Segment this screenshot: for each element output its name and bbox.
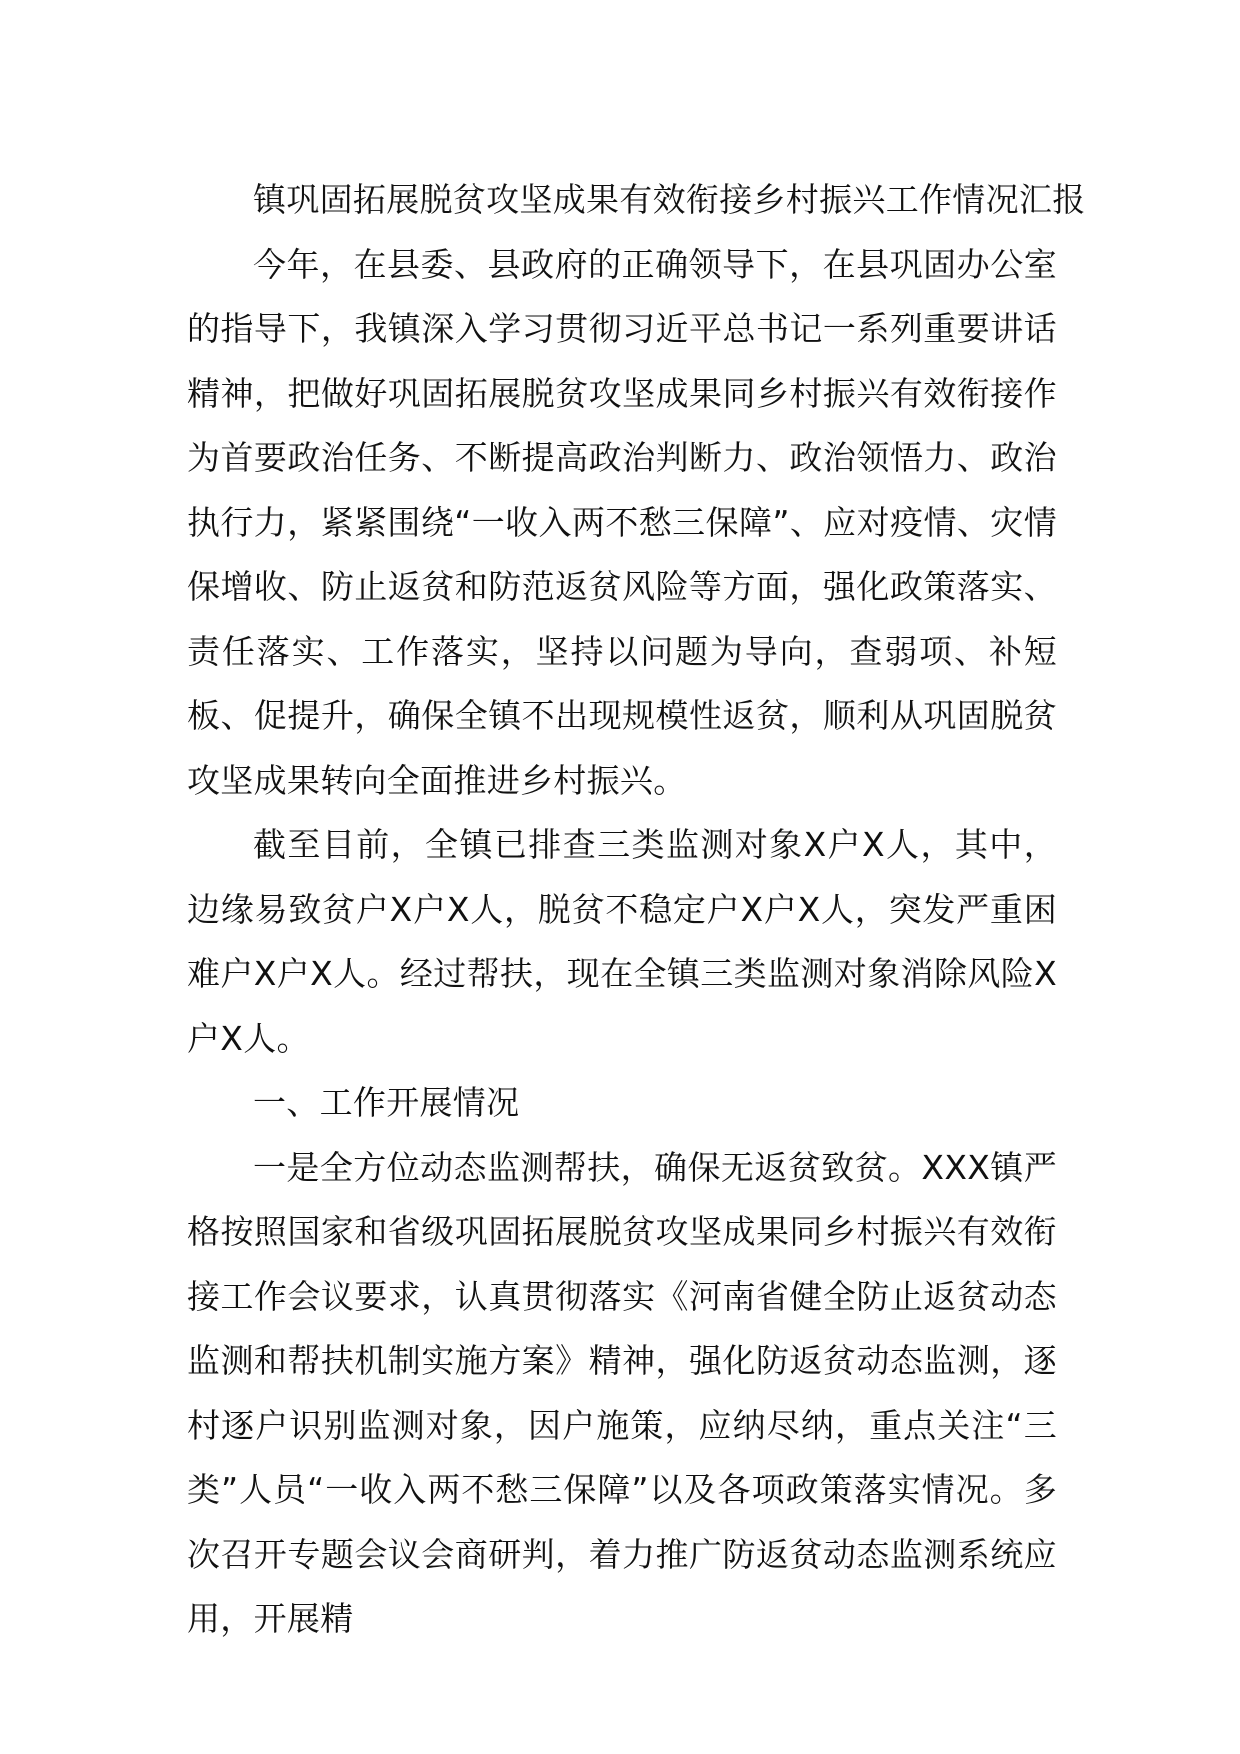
- section-heading: 一、工作开展情况: [253, 1083, 520, 1122]
- statistics-paragraph: 截至目前，全镇已排查三类监测对象X户X人，其中，边缘易致贫户X户X人，脱贫不稳定户X户X人，突发严重困难户X户X人。经过帮扶，现在全镇三类监测对象消除风险X户X人。: [187, 825, 1057, 1058]
- document-title: 镇巩固拓展脱贫攻坚成果有效衔接乡村振兴工作情况汇报: [253, 180, 1086, 219]
- intro-paragraph: 今年，在县委、县政府的正确领导下，在县巩固办公室的指导下，我镇深入学习贯彻习近平总书记一系列重要讲话精神，把做好巩固拓展脱贫攻坚成果同乡村振兴有效衔接作为首要政治任务、不断提高政治判断力、政治领悟力、政治执行力，紧紧围绕“一收入两不愁三保障”、应对疫情、灾情保增收、防止返贫和防范返贫风险等方面，强化政策落实、责任落实、工作落实，坚持以问题为导向，查弱项、补短板、促提升，确保全镇不出现规模性返贫，顺利从巩固脱贫攻坚成果转向全面推进乡村振兴。: [187, 244, 1057, 800]
- document-body: [187, 168, 1086, 1652]
- section-paragraph: 一是全方位动态监测帮扶，确保无返贫致贫。XXX镇严格按照国家和省级巩固拓展脱贫攻坚成果同乡村振兴有效衔接工作会议要求，认真贯彻落实《河南省健全防止返贫动态监测和帮扶机制实施方案》精神，强化防返贫动态监测，逐村逐户识别监测对象，因户施策，应纳尽纳，重点关注“三类”人员“一收入两不愁三保障”以及各项政策落实情况。多次召开专题会议会商研判，着力推广防返贫动态监测系统应用，开展精: [187, 1147, 1057, 1638]
